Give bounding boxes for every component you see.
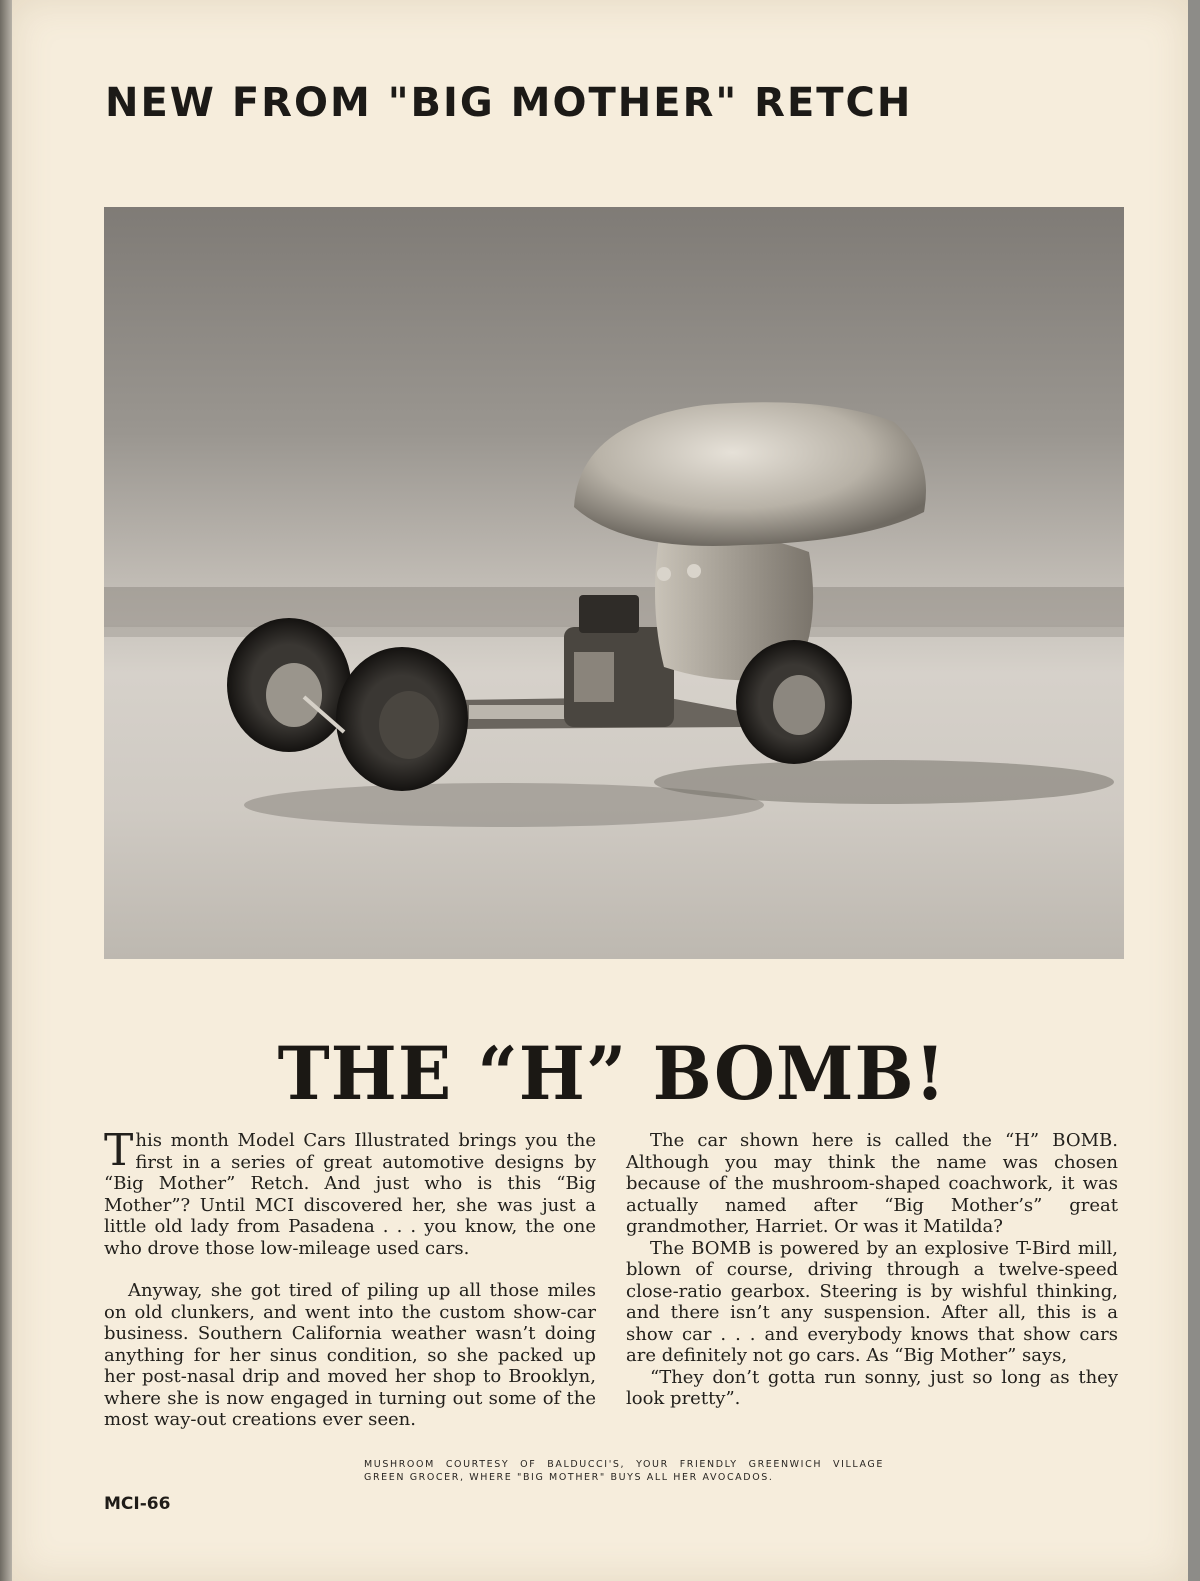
right-paragraph-1: The car shown here is called the “H” BOMB. Although you may think the name was chosen because of the mushroom-shaped coachwork, it was actually named after “Big Mother’s” great grandmother, Harriet. Or was it Matilda?	[626, 1130, 1118, 1237]
magazine-page	[12, 0, 1188, 1581]
right-column	[626, 1130, 1118, 1410]
drop-cap: T	[104, 1125, 134, 1176]
left-paragraph-1: This month Model Cars Illustrated brings you the first in a series of great automotive designs by “Big Mother” Retch. And just who is this “Big Mother”? Until MCI discovered her, she was just a little old lady from Pasadena . . . you know, the one who drove those low-mileage used cars.	[104, 1125, 596, 1259]
mushroom-car-photo	[104, 207, 1124, 959]
article-title: THE “H” BOMB!	[277, 1029, 947, 1118]
right-paragraph-3: “They don’t gotta run sonny, just so long as they look pretty”.	[626, 1366, 1118, 1409]
left-column	[104, 1125, 596, 1431]
mushroom-car-illustration	[104, 207, 1124, 959]
page-edge	[0, 0, 12, 1581]
left-paragraph-2: Anyway, she got tired of piling up all those miles on old clunkers, and went into the custom show-car business. Southern California weather wasn’t doing anything for her sinus condition, so she packed up her post-nasal drip and moved her shop to Brooklyn, where she is now engaged in turning out some of the most way-out creations ever seen.	[104, 1280, 596, 1430]
photo-credit: MUSHROOM COURTESY OF BALDUCCI'S, YOUR FRIENDLY GREENWICH VILLAGE GREEN GROCER, WHERE "BIG MOTHER" BUYS ALL HER AVOCADOS.	[364, 1459, 884, 1483]
right-paragraph-2: The BOMB is powered by an explosive T-Bird mill, blown of course, driving through a twelve-speed close-ratio gearbox. Steering is by wishful thinking, and there isn’t any suspension. After all, this is a show car . . . and everybody knows that show cars are definitely not go cars. As “Big Mother” says,	[626, 1237, 1118, 1366]
page-headline: NEW FROM "BIG MOTHER" RETCH	[105, 80, 913, 126]
page-folio: MCI-66	[104, 1494, 171, 1514]
